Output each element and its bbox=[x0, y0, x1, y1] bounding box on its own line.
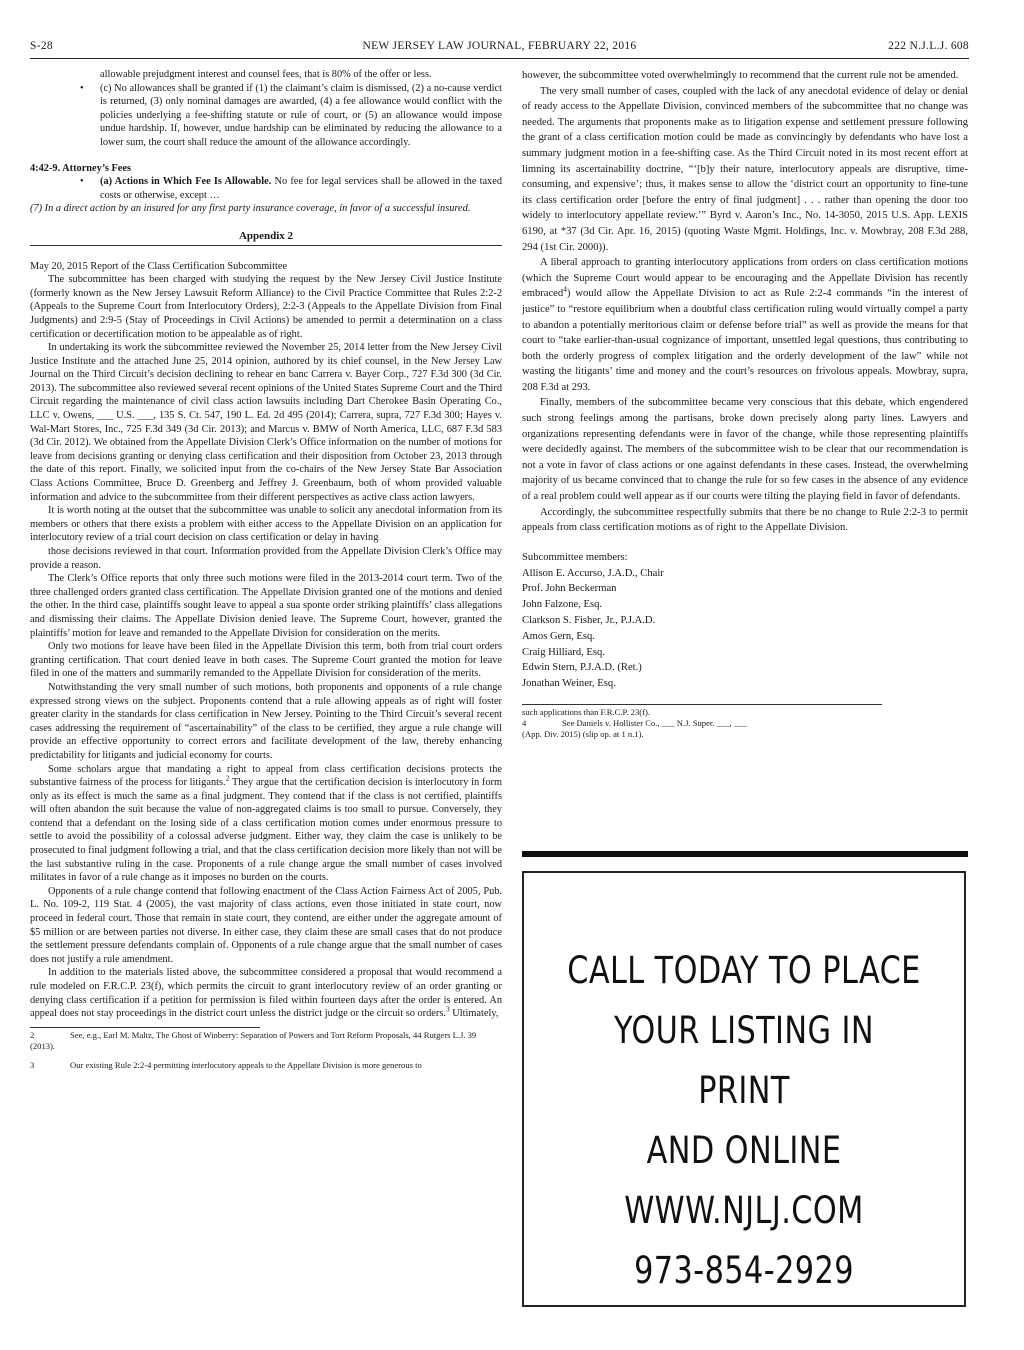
footnote-2 bbox=[30, 1030, 502, 1052]
subcommittee-members bbox=[522, 550, 968, 692]
ad-line: YOUR LISTING IN PRINT bbox=[614, 1009, 874, 1112]
ad-phone: 973-854-2929 bbox=[634, 1249, 854, 1292]
citation: 222 N.J.L.J. 608 bbox=[888, 40, 969, 52]
paragraph: Accordingly, the subcommittee respectfully submits that there be no change to Rule 2:2-3 to permit appeals from class certification motions as of right to the Appellate Division. bbox=[522, 506, 968, 534]
member-name: Clarkson S. Fisher, Jr., P.J.A.D. bbox=[522, 615, 656, 626]
footnote-rule bbox=[30, 1027, 260, 1028]
paragraph-text: Ultimately, bbox=[449, 1008, 499, 1020]
footnote-number: 4 bbox=[522, 717, 527, 728]
paragraph: The subcommittee has been charged with studying the request by the New Jersey Civil Justice Institute (formerly known as the New Jersey Lawsuit Reform Alliance) to the Civil Practice Committee that Rules 2:2-2 (Appeals to the Supreme Court from Interlocutory Orders), 2:2-3 (Appeals to the Appellate Division from Final Judgments) and 2:9-5 (Stay of Proceedings in Civil Actions) be amended to permit a determination on a class certification or decertification motion to be appealable as of right. bbox=[30, 274, 502, 340]
paragraph-text: ) would allow the Appellate Division to act as Rule 2:2-4 commands “in the interest of justice” to “restore equilibrium when a doubtful class certification ruling would virtually compel a party to abandon a potentially meritorious claim or defense before trial” as well as provide the means for that court to “take earlier-than-usual cognizance of important, unsettled legal questions, thus contributing to both the orderly progress of complex litigation and the orderly development of the law” while not wasting the litigants’ time and money and the court’s resources on frivolous appeals. Mowbray, supra, 208 F.3d at 293. bbox=[522, 288, 968, 393]
page-header bbox=[30, 40, 969, 56]
member-name: Jonathan Weiner, Esq. bbox=[522, 678, 616, 690]
paragraph: The very small number of cases, coupled with the lack of any anecdotal evidence of delay or denial of ready access to the Appellate Division, convinced members of the subcommittee that no change was needed. The arguments that proponents make as to litigation expense and settlement pressure following the grant of a class certification motion could be made as convincingly by defendants who have lost a summary judgment motion in a fee-shifting case. As the Third Circuit noted in its most recent effort at limning its ascertainability doctrine, “‘[b]y their nature, interlocutory appeals are disruptive, time-consuming, and expensive’; thus, it makes sense to allow the ‘district court an opportunity to fine-tune its class certification order [before the entry of final judgment] . . . rather than opening the door too widely to interlocutory appellate review.’” Byrd v. Aaron’s Inc., No. 14-3050, 2015 U.S. App. LEXIS 6190, at *37 (3d Cir. Apr. 16, 2015) (quoting Waste Mgmt. Holdings, Inc. v. Mowbray, 208 F.3d 288, 294 (1st Cir. 2000)). bbox=[522, 85, 968, 253]
footnote-text: Our existing Rule 2:2-4 permitting interlocutory appeals to the Appellate Division is more generous to bbox=[70, 1059, 422, 1070]
header-rule bbox=[30, 58, 969, 59]
bullet-a bbox=[100, 175, 502, 202]
appendix-title: Appendix 2 bbox=[30, 230, 502, 246]
member-name: Allison E. Accurso, J.A.D., Chair bbox=[522, 567, 664, 579]
paragraph-text: A liberal approach to granting interlocutory applications from orders on class certification motions (which the Supreme Court would appear to be encouraging and the Appellate Division has recently embraced bbox=[522, 257, 968, 300]
paragraph: Opponents of a rule change contend that following enactment of the Class Action Fairness Act of 2005, Pub. L. No. 109-2, 119 Stat. 4 (2005), the vast majority of class actions, even those initiated in state court, now proceed in federal court. Those that remain in state court, they contend, are either under the aggregate amount of $5 million or are between parties not diverse. In either case, they claim these are small cases that do not produce the settlement pressure defendants complain of. Opponents of a rule change argue that the small number of cases does not justify a rule amendment. bbox=[30, 885, 502, 965]
paragraph: Finally, members of the subcommittee became very conscious that this debate, which engendered such strong feelings among the partisans, broke down precisely along party lines. Lawyers and organizations representing defendants were in favor of the change, while those representing plaintiffs were decidedly against. The members of the subcommittee wish to be clear that our recommendation is not a vote in favor of class actions or one against defendants in these cases. Instead, the overwhelming majority of us became convinced that to change the rule for so few cases in the absence of any evidence of a real problem could well appear as if our courts were tilting the playing field in favor of defendants. bbox=[522, 397, 968, 503]
paragraph-text: In addition to the materials listed above, the subcommittee considered a proposal that would recommend a rule modeled on F.R.C.P. 23(f), which permits the circuit to grant interlocutory review of an order granting or denying class certification if a petition for permission is filed within fourteen days after the order is entered. An appeal does not stay proceedings in the district court unless the district judge or the circuit so orders. bbox=[30, 967, 502, 1020]
footnote-marker: 4 bbox=[563, 284, 567, 294]
continued-text: allowable prejudgment interest and counsel fees, that is 80% of the offer or less. bbox=[100, 69, 432, 80]
paragraph: In undertaking its work the subcommittee reviewed the November 25, 2014 letter from the New Jersey Civil Justice Institute and the attached June 25, 2014 opinion, authored by its chief counsel, in the New Jersey Law Journal on the Third Circuit’s decision declining to rehear en banc Carrera v. Bayer Corp., 727 F.3d 300 (3d Cir. 2013). The subcommittee also reviewed several recent opinions of the United States Supreme Court and the Third Circuit regarding the maintenance of civil class action lawsuits including Dart Cherokee Basin Operating Co., LLC v. Owens, ___ U.S. ___, 135 S. Ct. 547, 190 L. Ed. 2d 495 (2014); Carrera, supra, 727 F.3d 300; Hayes v. Wal-Mart Stores, Inc., 725 F.3d 349 (3d Cir. 2013); and Marcus v. BMW of North America, LLC, 687 F.3d 583 (3d Cir. 2012). We obtained from the Appellate Division Clerk’s Office information on the number of motions for leave from decisions granting or denying class certification and their disposition from October 23, 2013 through the date of this report. Finally, we solicited input from the co-chairs of the New Jersey State Bar Association Class Actions Committee, Bruce D. Greenberg and Jeffrey J. Greenbaum, both of whom provided valuable information and advice to the subcommittee from their different perspectives as active class action lawyers. bbox=[30, 342, 502, 503]
journal-title: NEW JERSEY LAW JOURNAL, FEBRUARY 22, 2016 bbox=[362, 40, 637, 52]
bullet-c-text: (c) No allowances shall be granted if (1) the claimant’s claim is dismissed, (2) a no-cause verdict is returned, (3) only nominal damages are awarded, (4) a fee allowance would conflict with the policies underlying a fee-shifting statute or rule of court, or (5) an allowance would impose undue hardship. If, however, undue hardship can be eliminated by reducing the allowance to a lower sum, the court shall reduce the amount of the allowance accordingly. bbox=[100, 82, 502, 148]
paragraph: those decisions reviewed in that court. Information provided from the Appellate Division Clerk’s Office may provide a reason. bbox=[30, 546, 502, 571]
footnote-4 bbox=[522, 718, 968, 729]
bullet-c bbox=[100, 82, 502, 150]
member-name: Prof. John Beckerman bbox=[522, 583, 617, 595]
member-name: Edwin Stern, P.J.A.D. (Ret.) bbox=[522, 662, 642, 674]
right-column bbox=[522, 68, 968, 740]
ad-website: WWW.NJLJ.COM bbox=[624, 1189, 864, 1232]
paragraph bbox=[30, 966, 502, 1020]
bullet-a-bold: (a) Actions in Which Fee Is Allowable. bbox=[100, 176, 272, 188]
footnote-3 bbox=[30, 1060, 502, 1071]
member-name: Amos Gern, Esq. bbox=[522, 630, 595, 642]
page-number: S-28 bbox=[30, 40, 53, 52]
paragraph bbox=[522, 255, 968, 395]
advertisement-box bbox=[522, 871, 966, 1307]
footnote-continued: such applications than F.R.C.P. 23(f). bbox=[522, 706, 650, 717]
footnote-marker: 3 bbox=[445, 1004, 450, 1014]
footnote-text: See, e.g., Earl M. Maltz, The Ghost of Winberry: Separation of Powers and Tort Reform Proposals, 44 Rutgers L.J. 39 (2013). bbox=[30, 1029, 477, 1051]
footnote-text: See Daniels v. Hollister Co., ___ N.J. Super. ___, ___ bbox=[562, 717, 747, 728]
footnote-marker: 2 bbox=[225, 773, 230, 783]
footnote-rule bbox=[522, 704, 882, 705]
paragraph-text: Some scholars argue that mandating a right to appeal from class certification decisions protects the substantive fairness of the process for litigants. bbox=[30, 763, 502, 789]
bullet-list-c bbox=[30, 82, 502, 150]
paragraph: It is worth noting at the outset that the subcommittee was unable to solicit any anecdotal information from its members or others that there exists a problem with either access to the Appellate Division on an application for interlocutory review of a trial court decision on class certification or delay in having bbox=[30, 505, 502, 544]
paragraph: however, the subcommittee voted overwhelmingly to recommend that the current rule not be amended. bbox=[522, 70, 959, 81]
footnote-number: 3 bbox=[30, 1059, 35, 1070]
member-name: Craig Hilliard, Esq. bbox=[522, 646, 605, 658]
section-heading: 4:42-9. Attorney’s Fees bbox=[30, 162, 132, 174]
bullet-a-text: No fee for legal services shall be allowed in the taxed costs or otherwise, except … bbox=[100, 176, 502, 201]
members-title: Subcommittee members: bbox=[522, 551, 628, 563]
footnote-4-cont: (App. Div. 2015) (slip op. at 1 n.1). bbox=[522, 728, 644, 739]
member-name: John Falzone, Esq. bbox=[522, 599, 603, 611]
paragraph: Only two motions for leave have been filed in the Appellate Division this term, both from trial court orders granting certification. That court denied leave in both cases. The Supreme Court granted the motion for leave filed in one of the matters and summarily remanded to the Appellate Division for consideration of the merits. bbox=[30, 641, 502, 680]
paragraph-text: They argue that the certification decision is interlocutory in form only as its effect is much the same as a final judgment. They contend that if the class is not certified, plaintiffs will often abandon the suit because the value of non-aggregated claims is too small to pursue. Conversely, they contend that a defendant on the losing side of a class certification motion comes under enormous pressure to settle to avoid the possibility of a colossal adverse judgment. Either way, they claim the case is unlikely to be prosecuted to final judgment following a trial, and that the class certification decision more likely than not will be the last substantive ruling in the case. Proponents of a rule change argue the small number of cases involved militates in favor of a rule change as it imposes no burden on the courts. bbox=[30, 777, 502, 884]
bullet-list-a bbox=[30, 175, 502, 202]
ad-line: AND ONLINE bbox=[646, 1129, 842, 1172]
report-title: May 20, 2015 Report of the Class Certification Subcommittee bbox=[30, 260, 288, 272]
italic-provision: (7) In a direct action by an insured for any first party insurance coverage, in favor of a successful insured. bbox=[30, 203, 471, 215]
ad-divider-bar bbox=[522, 851, 968, 857]
footnote-number: 2 bbox=[30, 1029, 35, 1040]
paragraph: Notwithstanding the very small number of such motions, both proponents and opponents of a rule change expressed strong views on the subject. Proponents contend that a rule allowing appeals as of right will foster greater clarity in the standards for class certification in New Jersey. Pointing to the Third Circuit’s several recent cases addressing the requirement of “ascertainability” of the class to be certified, they argue a rule change will provide an effective opportunity to correct errors and facilitate development of the law, thereby enhancing predictability for litigants and judicial economy for courts. bbox=[30, 681, 502, 761]
ad-line: CALL TODAY TO PLACE bbox=[567, 949, 921, 992]
paragraph: The Clerk’s Office reports that only three such motions were filed in the 2013-2014 court term. Two of the three challenged orders granted class certification. The Appellate Division granted one of the motions and denied the other. In the third case, plaintiffs sought leave to appeal a sua sponte order striking plaintiffs’ class allegations and dismissing their claims. The Appellate Division denied leave. The Supreme Court, however, granted the plaintiffs’ motion for leave and remanded to the Appellate Division for consideration on the merits. bbox=[30, 573, 502, 639]
paragraph bbox=[30, 763, 502, 885]
left-column bbox=[30, 68, 502, 1071]
